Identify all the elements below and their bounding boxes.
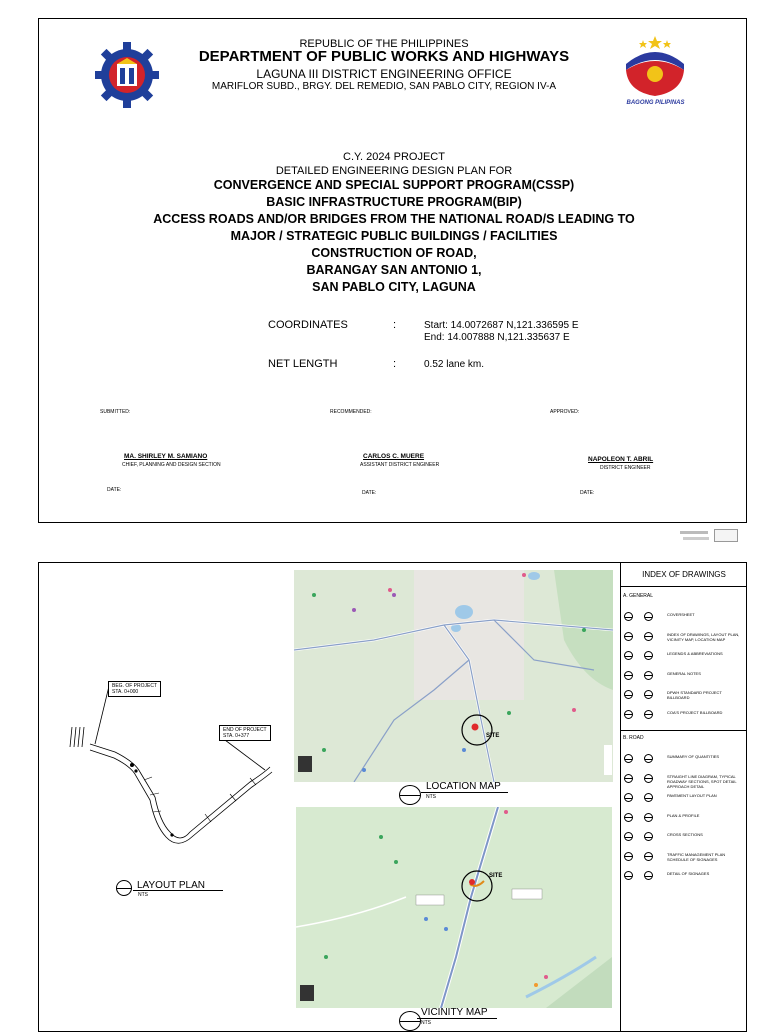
sheet-number-symbol-icon <box>644 690 653 699</box>
index-item-label: DPWH STANDARD PROJECT BILLBOARD <box>667 690 722 700</box>
index-item-label: GENERAL NOTES <box>667 670 701 676</box>
index-item <box>622 629 746 645</box>
index-item-label: STRAIGHT LINE DIAGRAM, TYPICAL ROADWAY SECTIONS, SPOT DETAIL APPROACH DETAIL <box>667 773 737 789</box>
index-item <box>622 790 746 806</box>
project-line-5: CONSTRUCTION OF ROAD, <box>311 246 477 260</box>
drawing-number-symbol-icon <box>624 793 633 802</box>
sheet-number-symbol-icon <box>644 774 653 783</box>
project-year: C.Y. 2024 PROJECT <box>343 151 445 163</box>
recommended-name: CARLOS C. MUERE <box>363 453 425 460</box>
end-project-label: END OF PROJECT <box>223 727 267 733</box>
sheet-number-symbol-icon <box>644 671 653 680</box>
index-item <box>622 648 746 664</box>
stamp-text-line-2 <box>683 537 709 540</box>
location-map-title: LOCATION MAP <box>426 781 501 792</box>
layout-plan-title: LAYOUT PLAN <box>137 880 205 891</box>
layout-plan-drawing <box>60 672 290 862</box>
beg-project-label: BEG. OF PROJECT <box>112 683 158 689</box>
project-line-7: SAN PABLO CITY, LAGUNA <box>312 280 476 294</box>
vicinity-map-graphic <box>296 807 612 1008</box>
index-item-label: CROSS SECTIONS <box>667 832 703 837</box>
approved-position: DISTRICT ENGINEER <box>600 465 651 471</box>
index-item <box>622 707 746 723</box>
location-map[interactable] <box>294 570 613 782</box>
location-map-underline <box>421 792 508 793</box>
end-project-sta: STA. 0+377 <box>223 733 250 739</box>
bagong-pilipinas-icon <box>608 30 703 100</box>
drawing-number-symbol-icon <box>624 852 633 861</box>
vicinity-site-label: SITE <box>489 873 503 879</box>
approved-label: APPROVED: <box>550 409 580 415</box>
index-item-label: PLAN & PROFILE <box>667 812 700 818</box>
index-item-label: PAVEMENT LAYOUT PLAN <box>667 793 717 798</box>
approved-name: NAPOLEON T. ABRIL <box>588 456 654 463</box>
net-length-colon: : <box>393 358 397 370</box>
iso-stamp-icon <box>714 529 738 542</box>
sheet-number-symbol-icon <box>644 871 653 880</box>
index-section-rule <box>621 730 747 731</box>
office-text: LAGUNA III DISTRICT ENGINEERING OFFICE <box>256 67 512 81</box>
index-item <box>622 609 746 625</box>
sheet-number-symbol-icon <box>644 754 653 763</box>
index-road-heading: B. ROAD <box>623 735 644 741</box>
project-line-6: BARANGAY SAN ANTONIO 1, <box>306 263 482 277</box>
date-label-2: DATE: <box>362 490 377 496</box>
location-site-label: SITE <box>486 733 500 739</box>
end-project-callout <box>219 725 271 741</box>
layout-plan-symbol-icon <box>116 880 132 896</box>
index-item <box>622 849 746 865</box>
bagong-pilipinas-logo <box>608 30 703 112</box>
index-general-heading: A. GENERAL <box>623 593 654 599</box>
index-item-label: COA'S PROJECT BILLBOARD <box>667 709 723 715</box>
vicinity-map-nts: NTS <box>421 1020 431 1026</box>
net-length-label: NET LENGTH <box>268 358 338 370</box>
drawing-number-symbol-icon <box>624 832 633 841</box>
date-label-1: DATE: <box>107 487 122 493</box>
location-map-symbol-icon <box>399 785 421 805</box>
stamp-text-line <box>680 531 708 534</box>
location-map-nts: NTS <box>426 794 436 800</box>
layout-plan-underline <box>133 890 223 891</box>
coordinates-start: Start: 14.0072687 N,121.336595 E <box>424 320 579 331</box>
sheet-number-symbol-icon <box>644 832 653 841</box>
bagong-pilipinas-text: BAGONG PILIPINAS <box>626 100 685 106</box>
republic-text: REPUBLIC OF THE PHILIPPINES <box>299 38 469 50</box>
coordinates-label: COORDINATES <box>268 319 348 331</box>
project-line-3: ACCESS ROADS AND/OR BRIDGES FROM THE NATIONAL ROAD/S LEADING TO <box>153 212 635 226</box>
sheet-number-symbol-icon <box>644 813 653 822</box>
coordinates-colon: : <box>393 319 397 331</box>
department-title: DEPARTMENT OF PUBLIC WORKS AND HIGHWAYS <box>198 48 570 65</box>
index-item <box>622 810 746 826</box>
project-line-1: CONVERGENCE AND SPECIAL SUPPORT PROGRAM(CSSP) <box>213 178 575 192</box>
beg-project-sta: STA. 0+000 <box>112 689 139 695</box>
sheet-number-symbol-icon <box>644 793 653 802</box>
index-item <box>622 829 746 845</box>
beg-project-callout <box>108 681 161 697</box>
index-item <box>622 771 746 787</box>
sheet-number-symbol-icon <box>644 852 653 861</box>
drawing-number-symbol-icon <box>624 871 633 880</box>
vicinity-map-underline <box>417 1018 497 1019</box>
sheet-number-symbol-icon <box>644 710 653 719</box>
index-item <box>622 668 746 684</box>
sheet-number-symbol-icon <box>644 651 653 660</box>
index-divider <box>620 562 621 1032</box>
index-item <box>622 687 746 703</box>
location-map-graphic <box>294 570 613 782</box>
index-item <box>622 868 746 884</box>
submitted-label: SUBMITTED: <box>100 409 131 415</box>
drawing-number-symbol-icon <box>624 671 633 680</box>
index-item-label: LEGENDS & ABBREVIATIONS <box>667 651 723 656</box>
vicinity-map[interactable] <box>296 807 612 1008</box>
index-item-label: INDEX OF DRAWINGS, LAYOUT PLAN, VICINITY MAP, LOCATION MAP <box>667 631 740 642</box>
net-length-value: 0.52 lane km. <box>424 359 485 370</box>
project-subtitle: DETAILED ENGINEERING DESIGN PLAN FOR <box>275 165 513 177</box>
index-title: INDEX OF DRAWINGS <box>642 570 726 579</box>
vicinity-map-title: VICINITY MAP <box>421 1007 488 1018</box>
index-title-rule <box>621 586 747 587</box>
index-item-label: TRAFFIC MANAGEMENT PLAN SCHEDULE OF SIGNAGES <box>667 851 726 862</box>
index-item <box>622 751 746 767</box>
drawing-number-symbol-icon <box>624 612 633 621</box>
recommended-position: ASSISTANT DISTRICT ENGINEER <box>360 462 440 468</box>
coordinates-end: End: 14.007888 N,121.335637 E <box>424 332 570 343</box>
drawing-number-symbol-icon <box>624 632 633 641</box>
drawing-number-symbol-icon <box>624 774 633 783</box>
submitted-position: CHIEF, PLANNING AND DESIGN SECTION <box>122 462 221 468</box>
vicinity-map-symbol-icon <box>399 1011 421 1031</box>
index-item-label: DETAIL OF SIGNAGES <box>667 871 710 876</box>
recommended-label: RECOMMENDED: <box>330 409 372 415</box>
sheet-number-symbol-icon <box>644 612 653 621</box>
index-item-label: COVERSHEET <box>667 612 695 617</box>
project-line-2: BASIC INFRASTRUCTURE PROGRAM(BIP) <box>266 195 522 209</box>
drawing-number-symbol-icon <box>624 690 633 699</box>
drawing-number-symbol-icon <box>624 710 633 719</box>
submitted-name: MA. SHIRLEY M. SAMIANO <box>124 453 208 460</box>
project-line-4: MAJOR / STRATEGIC PUBLIC BUILDINGS / FACILITIES <box>230 229 558 243</box>
sheet-number-symbol-icon <box>644 632 653 641</box>
date-label-3: DATE: <box>580 490 595 496</box>
layout-plan-nts: NTS <box>138 892 148 898</box>
index-item-label: SUMMARY OF QUANTITIES <box>667 754 720 759</box>
drawing-number-symbol-icon <box>624 813 633 822</box>
drawing-number-symbol-icon <box>624 651 633 660</box>
address-text: MARIFLOR SUBD., BRGY. DEL REMEDIO, SAN PABLO CITY, REGION IV-A <box>211 81 557 92</box>
drawing-number-symbol-icon <box>624 754 633 763</box>
